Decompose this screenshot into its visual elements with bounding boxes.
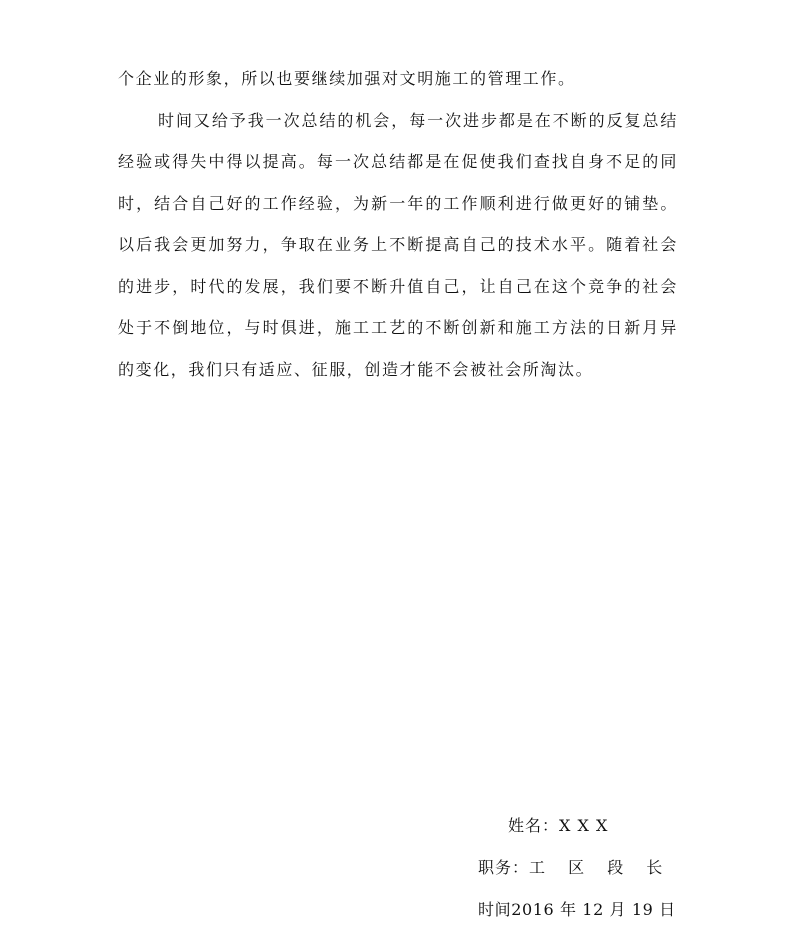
document-body [118,58,678,390]
signature-name [508,816,608,836]
signature-title-value: 工 区 段 长 [529,858,672,877]
signature-date [478,900,676,920]
paragraph-continuation: 个企业的形象，所以也要继续加强对文明施工的管理工作。 [118,69,576,88]
signature-name-value: X X X [559,816,609,835]
signature-date-value: 2016 年 12 月 19 日 [511,900,676,919]
signature-title-label: 职务： [478,858,530,877]
paragraph-summary: 时间又给予我一次总结的机会，每一次进步都是在不断的反复总结经验或得失中得以提高。每一次总结都是在促使我们查找自身不足的同时，结合自己好的工作经验，为新一年的工作顺利进行做更好的铺垫。以后我会更加努力，争取在业务上不断提高自己的技术水平。随着社会的进步，时代的发展，我们要不断升值自己，让自己在这个竞争的社会处于不倒地位，与时俱进，施工工艺的不断创新和施工方法的日新月异的变化，我们只有适应、征服，创造才能不会被社会所淘汰。 [118,110,678,379]
signature-date-label: 时间 [478,900,512,919]
signature-title [478,858,671,878]
signature-name-label: 姓名： [508,816,560,835]
